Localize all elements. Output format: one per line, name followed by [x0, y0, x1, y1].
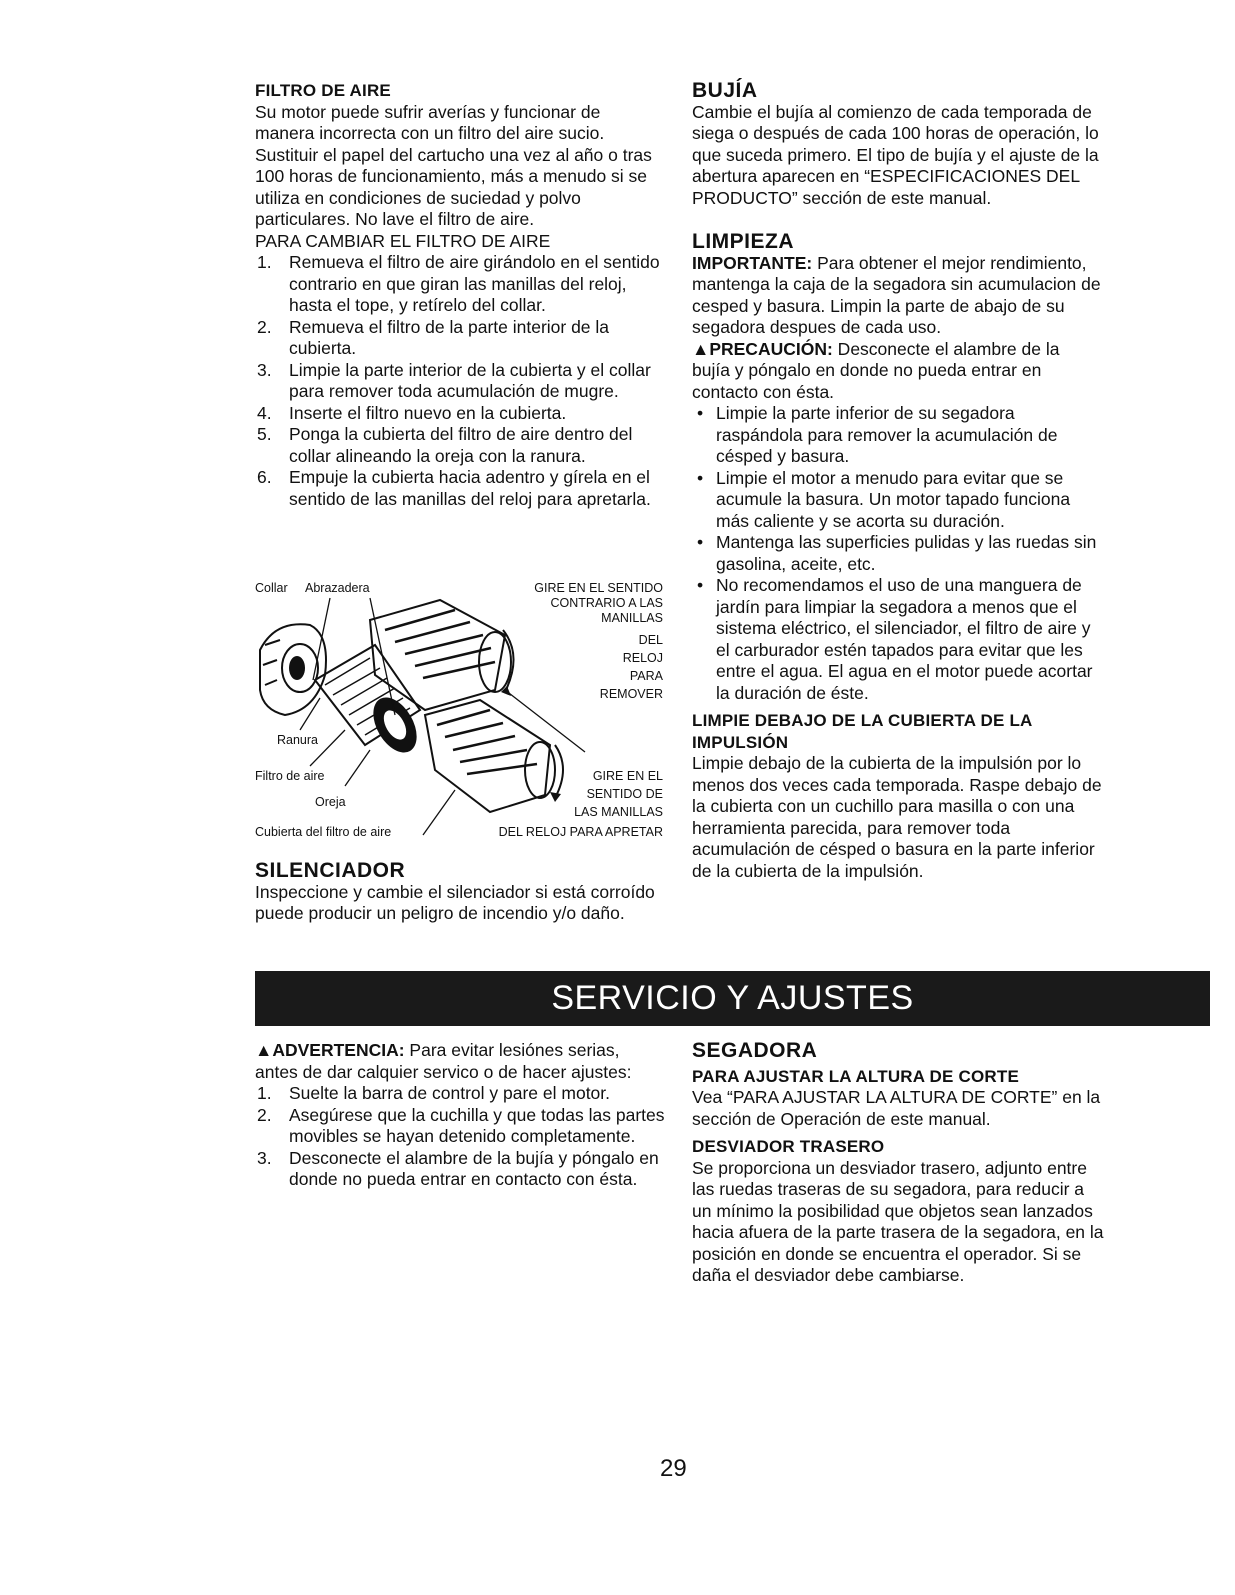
filter-cover-tighten-illustration: [425, 700, 563, 812]
step-number: 1.: [257, 1083, 272, 1103]
important-label: IMPORTANTE:: [692, 252, 813, 273]
filtro-steps-list: [255, 252, 660, 510]
altura-text: Vea “PARA AJUSTAR LA ALTURA DE CORTE” en la sección de Operación de este manual.: [692, 1087, 1101, 1129]
collar-illustration: [260, 624, 326, 715]
step-number: 6.: [257, 467, 272, 487]
desviador-text: Se proporciona un desviador trasero, adjunto entre las ruedas traseras de su segadora, para reducir a un mínimo la posibilidad que objetos sean lanzados hacia afuera de la parte trasera de la segadora, en la posición en donde se encuentra el operador. Si se daña el desviador debe cambiarse.: [692, 1157, 1104, 1285]
advertencia-label: ADVERTENCIA:: [272, 1040, 405, 1060]
step-number: 1.: [257, 252, 272, 272]
advertencia-text: Para evitar lesiónes serias, antes de dar calquier servico o de hacer ajustes:: [255, 1040, 632, 1082]
list-item: [255, 360, 660, 403]
filtro-intro: Su motor puede sufrir averías y funcionar de manera incorrecta con un filtro del aire sucio. Sustituir el papel del cartucho una vez al año o tras 100 horas de funcionamiento, más a menudo si se utiliza en condiciones de suciedad y polvo particulares. No lave el filtro de aire.: [255, 101, 652, 229]
label-remover-1: GIRE EN EL SENTIDO: [534, 581, 663, 595]
step-number: 2.: [257, 316, 272, 337]
bullet-item: • Limpie el motor a menudo para evitar que se acumule la basura. Un motor tapado funciona más caliente y se acorta su duración.: [692, 468, 1102, 533]
list-item: [255, 1105, 665, 1148]
silenciador-text: Inspeccione y cambie el silenciador si está corroído puede producir un peligro de incendio y/o daño.: [255, 881, 655, 923]
air-filter-diagram: [255, 580, 665, 850]
step-text: Inserte el filtro nuevo en la cubierta.: [289, 402, 567, 423]
label-collar: Collar: [255, 581, 288, 595]
advertencia-section: [255, 1040, 665, 1191]
left-column-top: [255, 80, 660, 510]
label-apretar-4: DEL RELOJ PARA APRETAR: [498, 825, 663, 839]
advertencia-steps-list: [255, 1083, 665, 1191]
label-ranura: Ranura: [277, 733, 318, 747]
label-apretar-1: GIRE EN EL: [592, 769, 663, 783]
advertencia-intro: [255, 1040, 665, 1083]
filter-cover-remove-illustration: [370, 600, 514, 710]
silenciador-heading: SILENCIADOR: [255, 859, 406, 882]
limpieza-caution: [692, 339, 1102, 404]
limpieza-important: [692, 253, 1102, 339]
silenciador-section: [255, 858, 665, 925]
step-text: Limpie la parte interior de la cubierta y el collar para remover toda acumulación de mugre.: [289, 359, 651, 401]
altura-heading: PARA AJUSTAR LA ALTURA DE CORTE: [692, 1066, 1019, 1086]
label-remover-6: PARA: [629, 669, 663, 683]
label-apretar-3: LAS MANILLAS: [574, 805, 663, 819]
bullet-item: • No recomendamos el uso de una manguera de jardín para limpiar la segadora a menos que el sistema eléctrico, el silenciador, el filtro de aire y el carburador estén tapados para evitar que les entre el agua. El agua en el motor puede acortar la duración de éste.: [692, 575, 1102, 704]
label-remover-4: DEL: [638, 633, 663, 647]
list-item: [255, 424, 660, 467]
caution-text: Desconecte el alambre de la bujía y póngalo en donde no pueda entrar en contacto con ésta.: [692, 338, 1060, 402]
label-cubierta: Cubierta del filtro de aire: [255, 825, 392, 839]
step-text: Asegúrese que la cuchilla y que todas las partes movibles se hayan detenido completamente.: [289, 1104, 665, 1146]
filtro-subheading: PARA CAMBIAR EL FILTRO DE AIRE: [255, 230, 551, 251]
label-remover-7: REMOVER: [599, 687, 663, 701]
right-column-top: [692, 78, 1102, 882]
label-oreja: Oreja: [315, 795, 346, 809]
label-abrazadera: Abrazadera: [305, 581, 370, 595]
important-text: Para obtener el mejor rendimiento, mantenga la caja de la segadora sin acumulacion de cesped y basura. Limpin la parte de abajo de su segadora despues de cada uso.: [692, 252, 1101, 337]
filter-cartridge-illustration: [315, 645, 426, 760]
list-item: [255, 317, 660, 360]
step-text: Remueva el filtro de la parte interior de la cubierta.: [289, 316, 610, 358]
step-text: Suelte la barra de control y pare el motor.: [289, 1083, 611, 1103]
limpieza-heading: LIMPIEZA: [692, 230, 794, 253]
impulsion-heading: LIMPIE DEBAJO DE LA CUBIERTA DE LA IMPULSIÓN: [692, 711, 1032, 752]
step-number: 2.: [257, 1104, 272, 1125]
bujia-heading: BUJÍA: [692, 79, 758, 102]
bullet-item: • Limpie la parte inferior de su segadora raspándola para remover la acumulación de césped y basura.: [692, 403, 1102, 468]
label-apretar-2: SENTIDO DE: [586, 787, 663, 801]
step-number: 3.: [257, 1147, 272, 1168]
list-item: [255, 467, 660, 510]
list-item: [255, 1148, 665, 1191]
step-text: Desconecte el alambre de la bujía y póngalo en donde no pueda entrar en contacto con ésta.: [289, 1147, 659, 1189]
bullet-item: • Mantenga las superficies pulidas y las ruedas sin gasolina, aceite, etc.: [692, 532, 1102, 575]
step-number: 5.: [257, 424, 272, 444]
label-remover-5: RELOJ: [622, 651, 663, 665]
step-text: Ponga la cubierta del filtro de aire dentro del collar alineando la oreja con la ranura.: [289, 424, 633, 466]
warning-triangle-icon: ▲: [255, 1040, 273, 1060]
limpieza-bullet-list: [692, 403, 1102, 704]
step-text: Empuje la cubierta hacia adentro y gírela en el sentido de las manillas del reloj para apretarla.: [289, 467, 651, 509]
filtro-heading: FILTRO DE AIRE: [255, 81, 391, 100]
page-number: 29: [660, 1455, 687, 1482]
segadora-section: [692, 1038, 1107, 1287]
label-remover-2: CONTRARIO A LAS: [550, 596, 663, 610]
label-filtro: Filtro de aire: [255, 769, 325, 783]
list-item: [255, 252, 660, 317]
bujia-text: Cambie el bujía al comienzo de cada temporada de siega o después de cada 100 horas de operación, lo que suceda primero. El tipo de bujía y el ajuste de la abertura aparecen en “ESPECIFICACIONES DEL PRODUCTO” sección de este manual.: [692, 101, 1099, 208]
warning-triangle-icon: ▲: [692, 338, 710, 359]
caution-label: PRECAUCIÓN:: [709, 338, 833, 359]
list-item: [255, 1083, 665, 1105]
segadora-heading: SEGADORA: [692, 1039, 818, 1062]
step-text: Remueva el filtro de aire girándolo en el sentido contrario en que giran las manillas del reloj, hasta el tope, y retírelo del collar.: [289, 252, 660, 315]
desviador-heading: DESVIADOR TRASERO: [692, 1137, 885, 1156]
label-remover-3: MANILLAS: [601, 611, 663, 625]
step-number: 4.: [257, 402, 272, 423]
section-banner: SERVICIO Y AJUSTES: [255, 971, 1210, 1026]
list-item: [255, 403, 660, 425]
impulsion-text: Limpie debajo de la cubierta de la impulsión por lo menos dos veces cada temporada. Raspe debajo de la cubierta con un cuchillo para masilla o con una herramienta parecida, para remover toda acumulación de césped o basura en la parte inferior de la cubierta de la impulsión.: [692, 753, 1102, 881]
step-number: 3.: [257, 359, 272, 380]
